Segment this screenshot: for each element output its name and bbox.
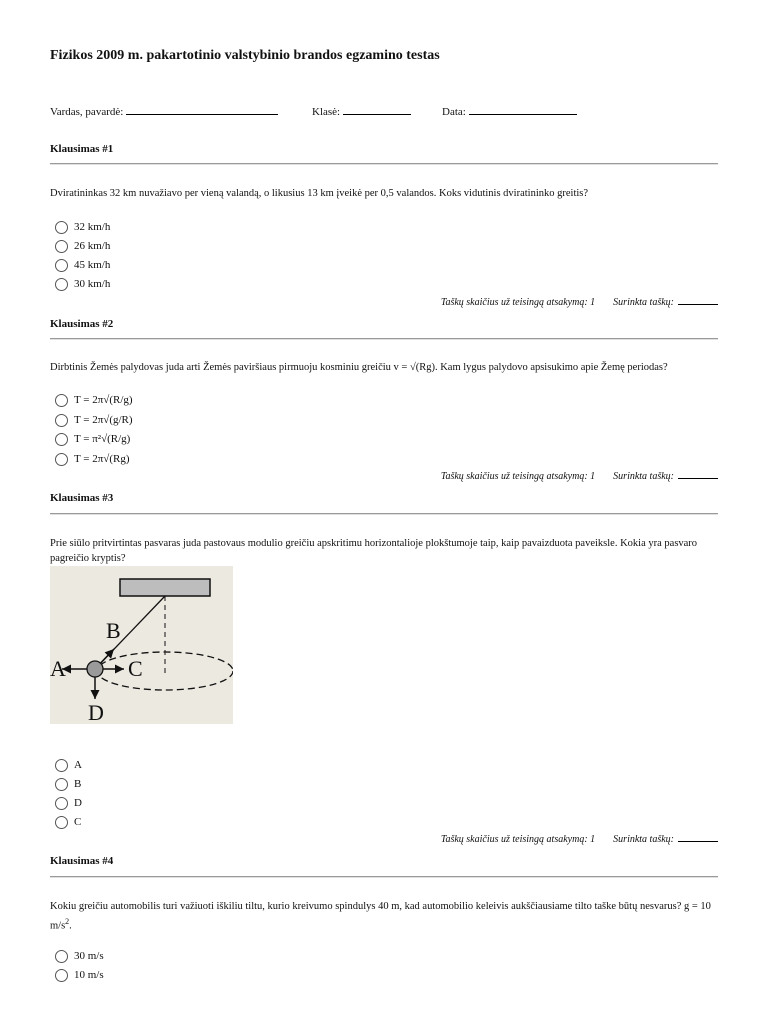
figure-label-b: B [106,618,121,643]
score-label: Taškų skaičius už teisingą atsakymą: 1 [440,834,596,845]
collected-blank [678,832,718,842]
question-4-text-end: . [69,920,72,932]
name-label: Vardas, pavardė: [50,106,124,118]
question-4-option[interactable] [55,967,104,983]
pendulum-bob [87,661,103,677]
ceiling-mount [120,579,210,596]
radio-button[interactable] [55,778,68,791]
question-1-option[interactable] [55,276,110,292]
date-label: Data: [442,106,466,118]
question-2-option[interactable] [55,451,129,467]
radio-button[interactable] [55,278,68,291]
question-3-option[interactable] [55,814,81,830]
figure-label-a: A [50,656,66,681]
score-label: Taškų skaičius už teisingą atsakymą: 1 [440,297,596,308]
collected-label: Surinkta taškų: [613,297,674,308]
pendulum-figure [50,566,233,724]
option-label: C [74,816,82,828]
radio-button[interactable] [55,221,68,234]
date-field [442,104,577,118]
option-label: 30 km/h [74,278,111,290]
question-4-text [50,899,720,934]
class-blank [343,104,411,115]
question-3-score [441,832,718,845]
radio-button[interactable] [55,259,68,272]
radio-button[interactable] [55,950,68,963]
question-2-option[interactable] [55,412,133,428]
question-2-header: Klausimas #2 [50,318,114,330]
question-1-header: Klausimas #1 [50,143,114,155]
question-4-option[interactable] [55,948,104,964]
class-label: Klasė: [312,106,341,118]
option-label: 30 m/s [74,950,104,962]
question-4-divider [50,876,718,878]
question-2-option[interactable] [55,392,133,408]
figure-label-c: C [128,656,143,681]
question-3-divider [50,513,718,515]
radio-button[interactable] [55,414,68,427]
option-label: D [74,797,82,809]
radio-button[interactable] [55,759,68,772]
question-4-text-main: Kokiu greičiu automobilis turi važiuoti iškiliu tiltu, kurio kreivumo spindulys 40 m, kad automobilio keleivis aukščiausiame tilto taške būtų nesvarus? g = 10 m/s [50,901,711,932]
question-1-option[interactable] [55,257,110,273]
option-label: 10 m/s [74,969,104,981]
radio-button[interactable] [55,816,68,829]
figure-label-d: D [88,700,104,724]
question-1-divider [50,163,718,165]
question-2-option[interactable] [55,431,130,447]
name-blank [126,104,278,115]
question-1-score [441,295,718,308]
question-1-text: Dviratininkas 32 km nuvažiavo per vieną valandą, o likusius 13 km įveikė per 0,5 valandos. Koks vidutinis dviratininko greitis? [50,188,589,199]
date-blank [469,104,577,115]
collected-blank [678,295,718,305]
question-3-option[interactable] [55,776,81,792]
radio-button[interactable] [55,433,68,446]
radio-button[interactable] [55,394,68,407]
radio-button[interactable] [55,969,68,982]
question-1-option[interactable] [55,238,110,254]
class-field [312,104,411,118]
question-2-text: Dirbtinis Žemės palydovas juda arti Žemės paviršiaus pirmuoju kosminiu greičiu v = √(Rg). Kam lygus palydovo apsisukimo apie Žemę periodas? [50,362,668,373]
option-label: 45 km/h [74,259,111,271]
page-title: Fizikos 2009 m. pakartotinio valstybinio brandos egzamino testas [50,48,440,63]
option-label: 32 km/h [74,221,111,233]
option-label: B [74,778,82,790]
question-1-option[interactable] [55,219,110,235]
radio-button[interactable] [55,240,68,253]
option-label: T = 2π√(g/R) [74,414,133,426]
question-2-score [441,469,718,482]
question-3-option[interactable] [55,757,82,773]
option-label: T = 2π√(Rg) [74,453,130,465]
question-4-superscript: 2 [65,917,70,926]
name-field [50,104,278,118]
question-2-divider [50,338,718,340]
question-3-header: Klausimas #3 [50,492,114,504]
collected-blank [678,469,718,479]
question-4-header: Klausimas #4 [50,855,114,867]
option-label: A [74,759,82,771]
question-3-text: Prie siūlo pritvirtintas pasvaras juda pastovaus modulio greičiu apskritimu horizontalioje plokštumoje taip, kaip pavaizduota paveiksle. Kokia yra pasvaro pagreičio kryptis? [50,538,698,564]
radio-button[interactable] [55,453,68,466]
collected-label: Surinkta taškų: [613,471,674,482]
radio-button[interactable] [55,797,68,810]
collected-label: Surinkta taškų: [613,834,674,845]
option-label: T = 2π√(R/g) [74,394,133,406]
score-label: Taškų skaičius už teisingą atsakymą: 1 [440,471,596,482]
option-label: T = π²√(R/g) [74,433,131,445]
question-3-option[interactable] [55,795,82,811]
option-label: 26 km/h [74,240,111,252]
